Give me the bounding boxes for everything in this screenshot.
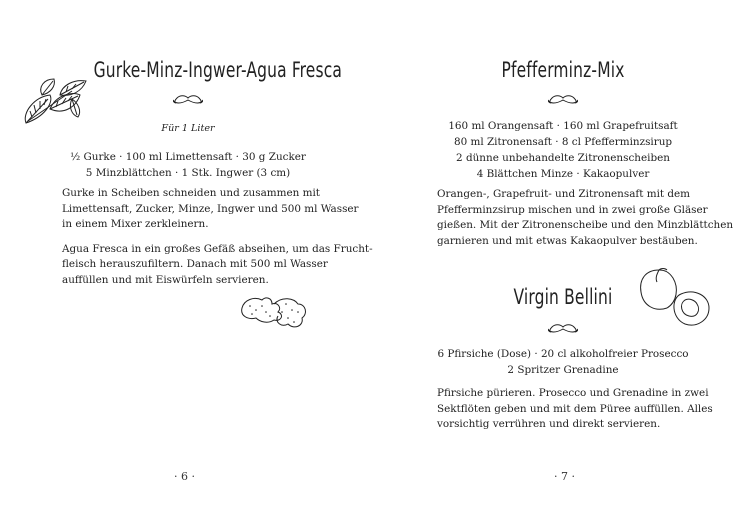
- instructions: [437, 187, 734, 258]
- ingredient-line: 4 Blättchen Minze · Kakaopulver: [476, 168, 650, 180]
- recipe-title: Pfefferminz-Mix: [501, 58, 625, 82]
- text-line: Gurke in Scheiben schneiden und zusammen mit: [62, 187, 320, 199]
- mint-leaves-icon: [20, 73, 90, 129]
- ingredient-line: 2 Spritzer Grenadine: [507, 364, 619, 376]
- text-line: auffüllen und mit Eiswürfeln servieren.: [62, 273, 269, 286]
- text-line: in einem Mixer zerkleinern.: [62, 218, 209, 230]
- instructions: [62, 186, 373, 297]
- page-number: · 7 ·: [554, 470, 575, 483]
- ingredient-line: ½ Gurke · 100 ml Limettensaft · 30 g Zucker: [70, 151, 306, 163]
- instruction-paragraph: [437, 386, 717, 433]
- text-line: gießen. Mit der Zitronenscheibe und den Minzblättchen: [437, 219, 734, 231]
- text-line: Limettensaft, Zucker, Minze, Ingwer und 500 ml Wasser: [62, 202, 359, 215]
- text-line: garnieren und mit etwas Kakaopulver bestäuben.: [437, 234, 698, 247]
- recipe-title: Virgin Bellini: [513, 285, 613, 309]
- text-line: Sektflöten geben und mit dem Püree auffüllen. Alles: [437, 402, 713, 415]
- ingredient-line: 160 ml Orangensaft · 160 ml Grapefruitsaft: [448, 120, 678, 132]
- mustache-divider-icon: [548, 323, 578, 335]
- ingredient-line: 80 ml Zitronensaft · 8 cl Pfefferminzsirup: [453, 136, 673, 148]
- ingredients-list: [423, 118, 703, 182]
- ingredients-list: [423, 346, 703, 378]
- ginger-icon: [238, 290, 310, 332]
- mustache-divider-icon: [173, 94, 203, 106]
- ingredient-line: 2 dünne unbehandelte Zitronenscheiben: [456, 152, 670, 164]
- instruction-paragraph: [62, 242, 373, 289]
- right-page: [375, 0, 750, 522]
- yield-label: Für 1 Liter: [161, 123, 215, 134]
- text-line: Agua Fresca in ein großes Gefäß abseihen, um das Frucht-: [62, 242, 373, 255]
- page-number: · 6 ·: [174, 470, 195, 483]
- recipe-title: Gurke-Minz-Ingwer-Agua Fresca: [93, 58, 343, 82]
- text-line: Orangen-, Grapefruit- und Zitronensaft mit dem: [437, 188, 691, 200]
- text-line: Pfirsiche pürieren. Prosecco und Grenadine in zwei: [437, 387, 709, 399]
- text-line: Pfefferminzsirup mischen und in zwei große Gläser: [437, 203, 708, 216]
- instruction-paragraph: [437, 187, 734, 249]
- ingredients-list: [48, 149, 328, 181]
- mustache-divider-icon: [548, 94, 578, 106]
- text-line: vorsichtig verrühren und direkt servieren.: [437, 418, 661, 430]
- peach-icon: [637, 266, 713, 328]
- ingredient-line: 5 Minzblättchen · 1 Stk. Ingwer (3 cm): [85, 167, 291, 179]
- ingredient-line: 6 Pfirsiche (Dose) · 20 cl alkoholfreier Prosecco: [437, 348, 689, 360]
- instruction-paragraph: [62, 186, 359, 233]
- text-line: fleisch herauszufiltern. Danach mit 500 ml Wasser: [62, 258, 328, 270]
- instructions: [437, 386, 717, 442]
